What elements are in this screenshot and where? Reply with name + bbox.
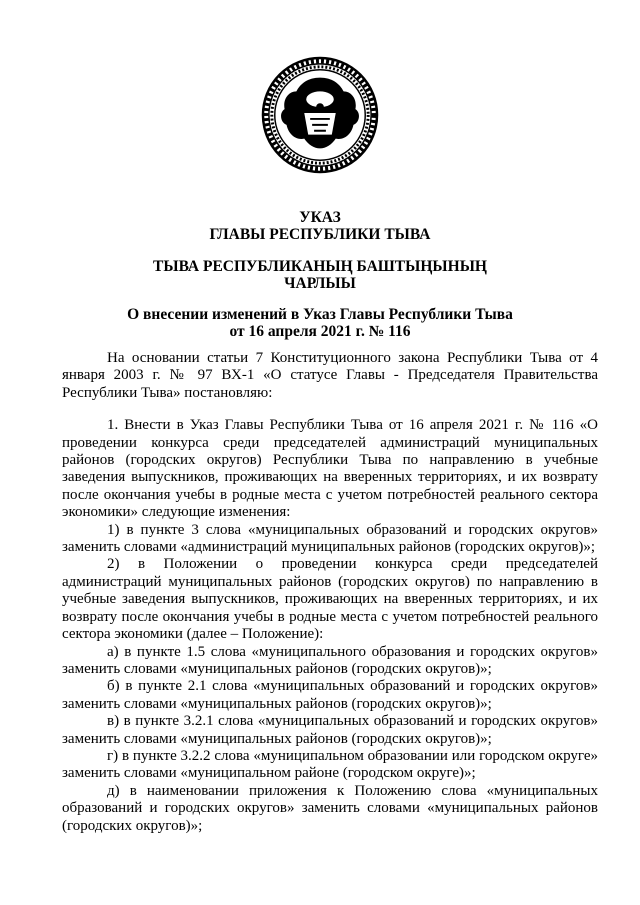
decree-title xyxy=(0,306,640,340)
title-line2: от 16 апреля 2021 г. № 116 xyxy=(229,323,411,340)
heading-head-of-republic: ГЛАВЫ РЕСПУБЛИКИ ТЫВА xyxy=(209,226,431,243)
paragraph-1: 1. Внести в Указ Главы Республики Тыва от 16 апреля 2021 г. № 116 «О проведении конкурса среди председателей администраций муниципальных районов (городских округов) Республики Тыва по направлению в учебные заведения выпускников, проживающих на вверенных территориях, и их возврату после окончания учебы в родные места с учетом потребностей реального сектора экономики» следующие изменения: xyxy=(62,417,598,521)
paragraph-1-1: 1) в пункте 3 слова «муниципальных образований и городских округов» заменить словами «администраций муниципальных районов (городских округов)»; xyxy=(62,521,598,556)
paragraph-b: б) в пункте 2.1 слова «муниципальных образований и городских округов» заменить словами «муниципальных районов (городских округов)»; xyxy=(62,678,598,712)
preamble-paragraph: На основании статьи 7 Конституционного закона Республики Тыва от 4 января 2003 г. № 97 ВХ-1 «О статусе Главы - Председателя Правительства Республики Тыва» постановляю: xyxy=(62,350,598,401)
paragraph-d: д) в наименовании приложения к Положению слова «муниципальных образований и городских округов» заменить словами «муниципальных районов (городских округов)»; xyxy=(62,782,598,834)
paragraph-1-2: 2) в Положении о проведении конкурса среди председателей администраций муниципальных районов (городских округов) по направлению в учебные заведения выпускников, проживающих на вверенных территориях, и их возврату после окончания учебы в родные места с учетом потребностей реального сектора экономики (далее – Положение): xyxy=(62,556,598,643)
tuva-coat-of-arms-icon xyxy=(261,56,379,174)
title-line1: О внесении изменений в Указ Главы Республики Тыва xyxy=(127,306,513,323)
heading-tuvan-line1: ТЫВА РЕСПУБЛИКАНЫҢ БАШТЫҢЫНЫҢ xyxy=(153,258,487,275)
heading-tuvan-line2: ЧАРЛЫЫ xyxy=(284,275,356,292)
heading-decree-word: УКАЗ xyxy=(299,209,341,226)
paragraph-a: а) в пункте 1.5 слова «муниципального образования и городских округов» заменить словами «муниципальных районов (городских округов)»; xyxy=(62,643,598,677)
paragraph-v: в) в пункте 3.2.1 слова «муниципальных образований и городских округов» заменить словами «муниципальных районов (городских округов)»; xyxy=(62,713,598,747)
decree-body xyxy=(62,350,598,835)
decree-heading-russian xyxy=(0,209,640,243)
paragraph-g: г) в пункте 3.2.2 слова «муниципальном образовании или городском округе» заменить словами «муниципальном районе (городском округе)»; xyxy=(62,747,598,782)
decree-heading-tuvan xyxy=(0,258,640,292)
